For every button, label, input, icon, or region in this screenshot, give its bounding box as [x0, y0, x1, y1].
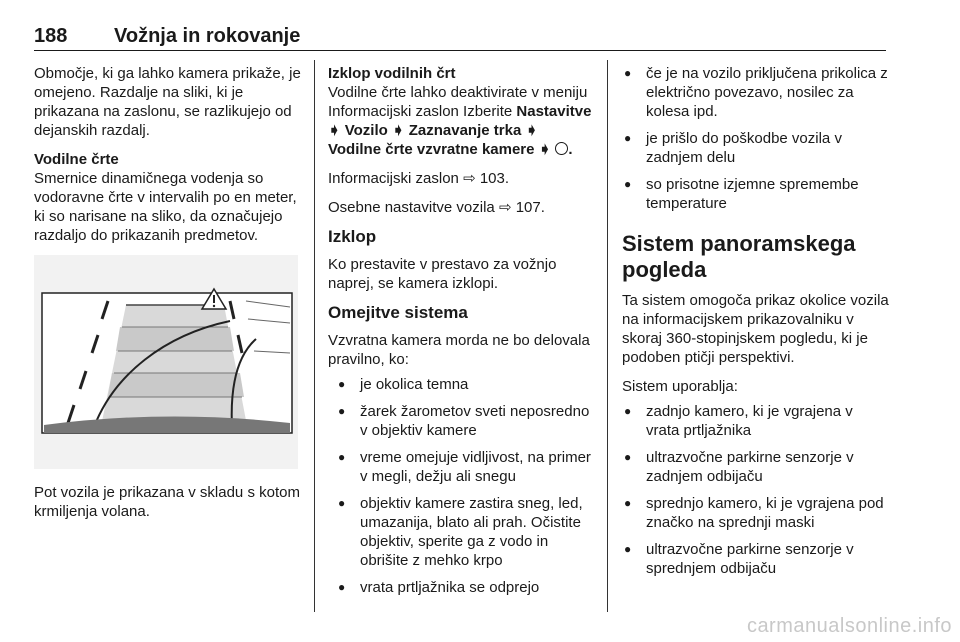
- rear-camera-illustration: [34, 255, 298, 469]
- page-ref-arrow-icon: ⇨: [498, 199, 512, 216]
- limits-intro: Vzvratna kamera morda ne bo delovala pravilno, ko:: [328, 332, 590, 368]
- list-item: ● ultrazvočne parkirne senzorje v zadnjem odbijaču: [622, 448, 890, 486]
- uses-intro: Sistem uporablja:: [622, 378, 738, 395]
- izklop-paragraph: Ko prestavite v prestavo za vožnjo naprej, se kamera izklopi.: [328, 256, 557, 292]
- watermark: carmanualsonline.info: [746, 615, 952, 637]
- column-3: [622, 64, 890, 588]
- limits-list-continued: [622, 64, 890, 213]
- column-divider: [314, 60, 315, 612]
- list-item: ● če je na vozilo priključena prikolica z električno povezavo, nosilec za kolesa ipd.: [622, 64, 890, 121]
- menu-arrow-icon: ➧: [391, 122, 405, 139]
- list-item: ● je okolica temna: [328, 375, 594, 394]
- page-title: Vožnja in rokovanje: [114, 25, 301, 47]
- guide-lines-paragraph: Smernice dinamičnega vodenja so vodoravne črte v intervalih po en meter, ki so narisane na sliko, da označujejo razdaljo do prikazanih predmetov.: [34, 170, 297, 244]
- menu-path: Nastavitve ➧ Vozilo ➧ Zaznavanje trka ➧ Vodilne črte vzvratne kamere ➧ .: [328, 103, 592, 158]
- intro-paragraph: Območje, ki ga lahko kamera prikaže, je omejeno. Razdalje na sliki, ki je prikazana na zaslonu, se razlikujejo od dejanskih razdalj.: [34, 65, 301, 139]
- limits-heading: Omejitve sistema: [328, 303, 468, 322]
- list-item: ● so prisotne izjemne spremembe temperature: [622, 175, 890, 213]
- panoramic-heading: Sistem panoramskega pogleda: [622, 231, 856, 282]
- reference-vehicle-settings: Osebne nastavitve vozila ⇨ 107.: [328, 199, 545, 216]
- camera-view-drawing: [34, 255, 298, 469]
- list-item: ● je prišlo do poškodbe vozila v zadnjem delu: [622, 129, 890, 167]
- guide-lines-heading: Vodilne črte: [34, 151, 119, 168]
- guide-off-heading: Izklop vodilnih črt: [328, 65, 456, 82]
- list-item: ● žarek žarometov sveti neposredno v objektiv kamere: [328, 402, 594, 440]
- list-item: ● zadnjo kamero, ki je vgrajena v vrata prtljažnika: [622, 402, 890, 440]
- menu-arrow-icon: ➧: [328, 122, 341, 139]
- limits-list: [328, 375, 594, 597]
- column-1: [34, 64, 304, 531]
- list-item: ● sprednjo kamero, ki je vgrajena pod značko na sprednji maski: [622, 494, 890, 532]
- page-ref-arrow-icon: ⇨: [463, 170, 476, 187]
- reference-info-display: Informacijski zaslon ⇨ 103.: [328, 170, 510, 187]
- menu-arrow-icon: ➧: [538, 141, 552, 158]
- panoramic-paragraph: Ta sistem omogoča prikaz okolice vozila na informacijskem prikazovalniku v skoraj 360-stopinjskem pogledu, ki je podoben ptičji perspektivi.: [622, 292, 889, 366]
- list-item: ● ultrazvočne parkirne senzorje v sprednjem odbijaču: [622, 540, 890, 578]
- column-2: [328, 64, 594, 607]
- page-number: 188: [34, 25, 68, 47]
- list-item: ● objektiv kamere zastira sneg, led, umazanija, blato ali prah. Očistite objektiv, sperite ga z vodo in obrišite z mehko krpo: [328, 494, 594, 570]
- izklop-heading: Izklop: [328, 227, 377, 246]
- guide-off-paragraph: Vodilne črte lahko deaktivirate v meniju Informacijski zaslon Izberite Nastavitve ➧ Vozilo ➧ Zaznavanje trka ➧ Vodilne črte vzvratne kamere ➧ .: [328, 84, 592, 158]
- circle-toggle-icon: [555, 142, 568, 155]
- figure-caption: Pot vozila je prikazana v skladu s kotom krmiljenja volana.: [34, 484, 300, 520]
- list-item: ● vrata prtljažnika se odprejo: [328, 578, 594, 597]
- uses-list: [622, 402, 890, 578]
- menu-arrow-icon: ➧: [525, 122, 539, 139]
- page-header: [34, 26, 886, 51]
- list-item: ● vreme omejuje vidljivost, na primer v megli, dežju ali snegu: [328, 448, 594, 486]
- column-divider: [607, 60, 608, 612]
